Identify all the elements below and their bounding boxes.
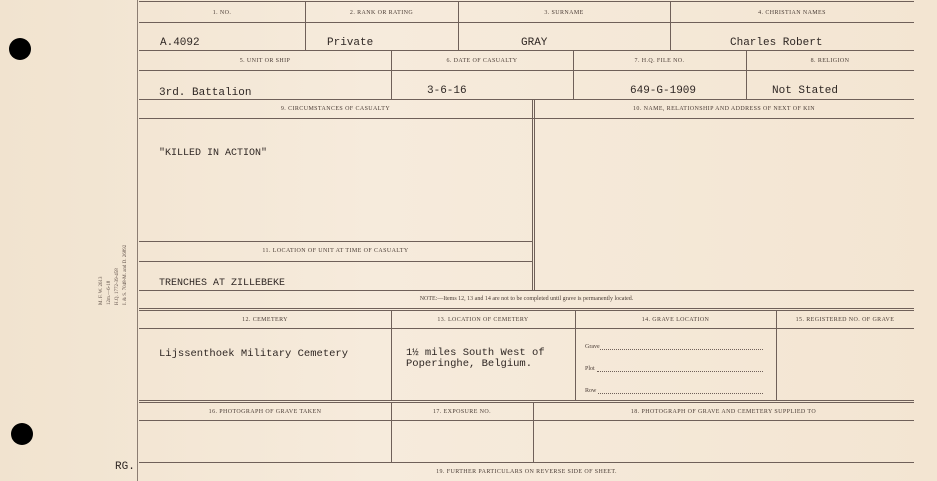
value-date-casualty: 3-6-16 <box>427 85 467 97</box>
value-rank: Private <box>327 37 374 49</box>
rule <box>139 420 914 421</box>
header-circumstances: 9. CIRCUMSTANCES OF CASUALTY <box>280 106 391 112</box>
rule <box>532 99 533 290</box>
value-location-unit: TRENCHES AT ZILLEBEKE <box>159 278 286 289</box>
punch-hole-top <box>9 38 31 60</box>
header-hq-file: 7. H.Q. FILE NO. <box>634 58 685 64</box>
header-cemetery: 12. CEMETERY <box>242 317 288 323</box>
plot-dotted-line <box>597 371 763 372</box>
rule <box>139 1 914 2</box>
side-print-line: M. F. W. 2613 <box>99 276 104 305</box>
rule <box>139 308 914 309</box>
rule <box>139 241 532 242</box>
rule <box>776 310 777 400</box>
header-unit: 5. UNIT OR SHIP <box>239 58 291 64</box>
rule <box>139 22 914 23</box>
corner-mark: RG. <box>115 461 135 473</box>
rule <box>458 1 459 50</box>
value-surname: GRAY <box>521 37 548 49</box>
side-print-line: I. & S. 7048-M. and D. 26892 <box>123 244 128 305</box>
header-further-particulars: 19. FURTHER PARTICULARS ON REVERSE SIDE OF SHEET. <box>436 469 617 475</box>
header-photo-supplied: 18. PHOTOGRAPH OF GRAVE AND CEMETERY SUPPLIED TO <box>630 409 817 415</box>
rule <box>139 50 914 51</box>
header-rank: 2. RANK OR RATING <box>349 10 414 16</box>
rule <box>139 70 914 71</box>
value-unit: 3rd. Battalion <box>159 87 252 99</box>
header-surname: 3. SURNAME <box>544 10 584 16</box>
value-location-cemetery-line2: Poperinghe, Belgium. <box>406 358 533 370</box>
header-photo-taken: 16. PHOTOGRAPH OF GRAVE TAKEN <box>208 409 322 415</box>
rule <box>139 261 532 262</box>
rule <box>139 310 914 311</box>
value-location-cemetery-line1: 1½ miles South West of <box>406 347 545 359</box>
rule <box>139 462 914 463</box>
header-location-unit: 11. LOCATION OF UNIT AT TIME OF CASUALTY <box>262 248 409 254</box>
rule <box>139 402 914 403</box>
rule <box>391 310 392 400</box>
header-christian-names: 4. CHRISTIAN NAMES <box>758 10 826 16</box>
rule <box>575 310 576 400</box>
value-cemetery: Lijssenthoek Military Cemetery <box>159 348 349 360</box>
header-registered-no: 15. REGISTERED NO. OF GRAVE <box>795 317 895 323</box>
note-text: NOTE:—Items 12, 13 and 14 are not to be completed until grave is permanently located. <box>419 296 634 302</box>
value-hq-file: 649-G-1909 <box>630 85 697 97</box>
side-print-line: 12m.—6-18 <box>107 280 112 305</box>
rule <box>139 400 914 401</box>
value-religion: Not Stated <box>772 85 839 97</box>
header-location-cemetery: 13. LOCATION OF CEMETERY <box>437 317 529 323</box>
header-exposure-no: 17. EXPOSURE NO. <box>432 409 492 415</box>
rule <box>305 1 306 50</box>
punch-hole-bottom <box>11 423 33 445</box>
rule <box>139 290 914 291</box>
header-next-of-kin: 10. NAME, RELATIONSHIP AND ADDRESS OF NEXT OF KIN <box>633 106 815 112</box>
grave-dotted-line <box>600 349 763 350</box>
plot-label: Plot <box>585 366 595 372</box>
rule <box>139 99 914 100</box>
rule <box>139 328 914 329</box>
rule <box>670 1 671 50</box>
header-grave-location: 14. GRAVE LOCATION <box>641 317 710 323</box>
value-christian-names: Charles Robert <box>730 37 823 49</box>
rule <box>534 99 535 290</box>
grave-label: Grave <box>585 344 600 350</box>
value-circumstances: "KILLED IN ACTION" <box>159 148 268 159</box>
side-print-line: H.Q. 1772-39-458 <box>115 268 120 305</box>
header-date-casualty: 6. DATE OF CASUALTY <box>446 58 518 64</box>
row-label: Row <box>585 388 597 394</box>
row-dotted-line <box>598 393 763 394</box>
side-print-block <box>95 215 155 305</box>
header-religion: 8. RELIGION <box>810 58 850 64</box>
rule <box>139 118 914 119</box>
value-no: A.4092 <box>160 37 200 49</box>
header-no: 1. NO. <box>212 10 232 16</box>
